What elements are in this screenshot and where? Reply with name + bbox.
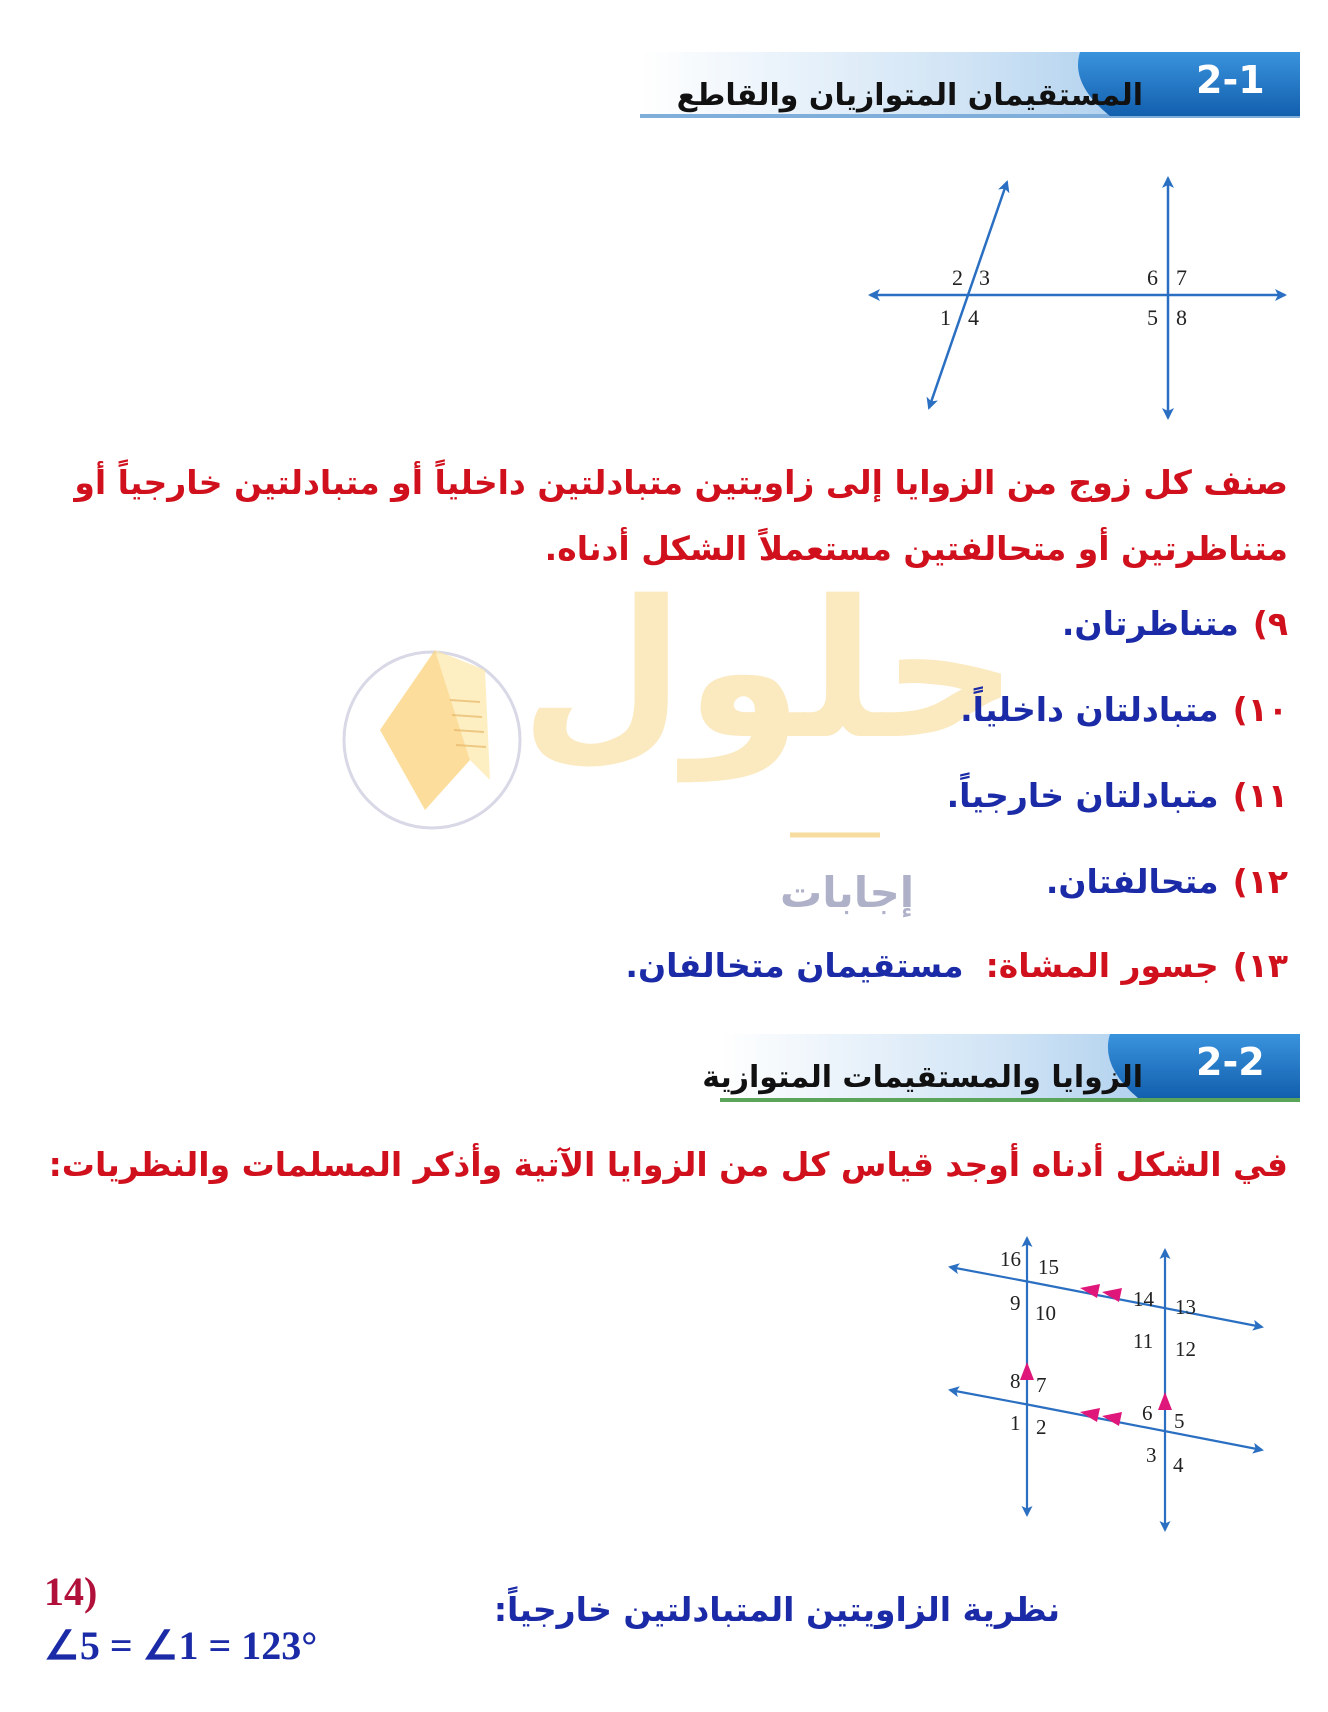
angle-label: 1 bbox=[1010, 1411, 1021, 1435]
angle-label: 2 bbox=[952, 265, 963, 290]
angle-label: 15 bbox=[1038, 1255, 1059, 1279]
angle-label: 14 bbox=[1133, 1287, 1154, 1311]
parallel-marker bbox=[1020, 1362, 1034, 1380]
angle-label: 12 bbox=[1175, 1337, 1196, 1361]
answer-number: ١١) bbox=[1232, 776, 1288, 815]
answer-number: ١٢) bbox=[1232, 862, 1288, 901]
angle-label: 8 bbox=[1010, 1369, 1021, 1393]
watermark-logo-text: حلول bbox=[520, 560, 1019, 781]
section-title: المستقيمان المتوازيان والقاطع bbox=[676, 78, 1143, 113]
question-14-reason: نظرية الزاويتين المتبادلتين خارجياً: bbox=[493, 1590, 1060, 1629]
angle-label: 11 bbox=[1133, 1329, 1154, 1353]
answer-9 bbox=[1062, 604, 1288, 643]
angle-label: 6 bbox=[1147, 265, 1158, 290]
answer-text: متناظرتان. bbox=[1061, 604, 1239, 643]
angle-label: 10 bbox=[1035, 1301, 1056, 1325]
answer-text: متحالفتان. bbox=[1045, 862, 1219, 901]
angle-label: 9 bbox=[1010, 1291, 1021, 1315]
angle-label: 1 bbox=[940, 305, 951, 330]
section-number: 2-2 bbox=[1196, 1040, 1265, 1084]
section-number: 2-1 bbox=[1196, 58, 1265, 102]
answer-number: ٩) bbox=[1252, 604, 1288, 643]
angle-label: 5 bbox=[1147, 305, 1158, 330]
parallel-lines-figure-2 bbox=[940, 1230, 1280, 1540]
answer-text: متبادلتان داخلياً. bbox=[960, 690, 1219, 729]
answer-13 bbox=[625, 946, 1288, 985]
angle-label: 3 bbox=[1146, 1443, 1157, 1467]
section-title: الزوايا والمستقيمات المتوازية bbox=[702, 1060, 1143, 1095]
parallel-marker bbox=[1158, 1392, 1172, 1410]
angle-label: 13 bbox=[1175, 1295, 1196, 1319]
angle-label: 5 bbox=[1174, 1409, 1185, 1433]
answer-12 bbox=[1046, 862, 1288, 901]
angle-label: 4 bbox=[1173, 1453, 1184, 1477]
answer-10 bbox=[960, 690, 1288, 729]
section1-instruction: صنف كل زوج من الزوايا إلى زاويتين متبادلتين داخلياً أو متبادلتين خارجياً أو متناظرتين أو متحالفتين مستعملاً الشكل أدناه. bbox=[74, 463, 1288, 568]
answer-number: ١٣) bbox=[1232, 946, 1288, 985]
question-14-equation: ∠5 = ∠1 = 123° bbox=[44, 1623, 318, 1668]
question-14-number: 14) bbox=[44, 1569, 98, 1614]
answer-text: مستقيمان متخالفان. bbox=[625, 946, 964, 985]
answer-text: متبادلتان خارجياً. bbox=[946, 776, 1219, 815]
parallel-marker bbox=[1102, 1288, 1122, 1302]
angle-label: 7 bbox=[1176, 265, 1187, 290]
answer-11 bbox=[947, 776, 1288, 815]
section2-instruction: في الشكل أدناه أوجد قياس كل من الزوايا الآتية وأذكر المسلمات والنظريات: bbox=[48, 1145, 1288, 1184]
angle-label: 6 bbox=[1142, 1401, 1153, 1425]
angle-label: 3 bbox=[979, 265, 990, 290]
angle-label: 2 bbox=[1036, 1415, 1047, 1439]
angle-label: 7 bbox=[1036, 1373, 1047, 1397]
answer-number: ١٠) bbox=[1232, 690, 1288, 729]
angle-label: 16 bbox=[1000, 1247, 1021, 1271]
watermark-subtext: إجابات bbox=[780, 868, 915, 917]
transversal-figure-1 bbox=[860, 170, 1300, 430]
parallel-marker bbox=[1080, 1284, 1100, 1298]
question-label: جسور المشاة: bbox=[985, 946, 1219, 985]
angle-label: 8 bbox=[1176, 305, 1187, 330]
angle-label: 4 bbox=[968, 305, 979, 330]
